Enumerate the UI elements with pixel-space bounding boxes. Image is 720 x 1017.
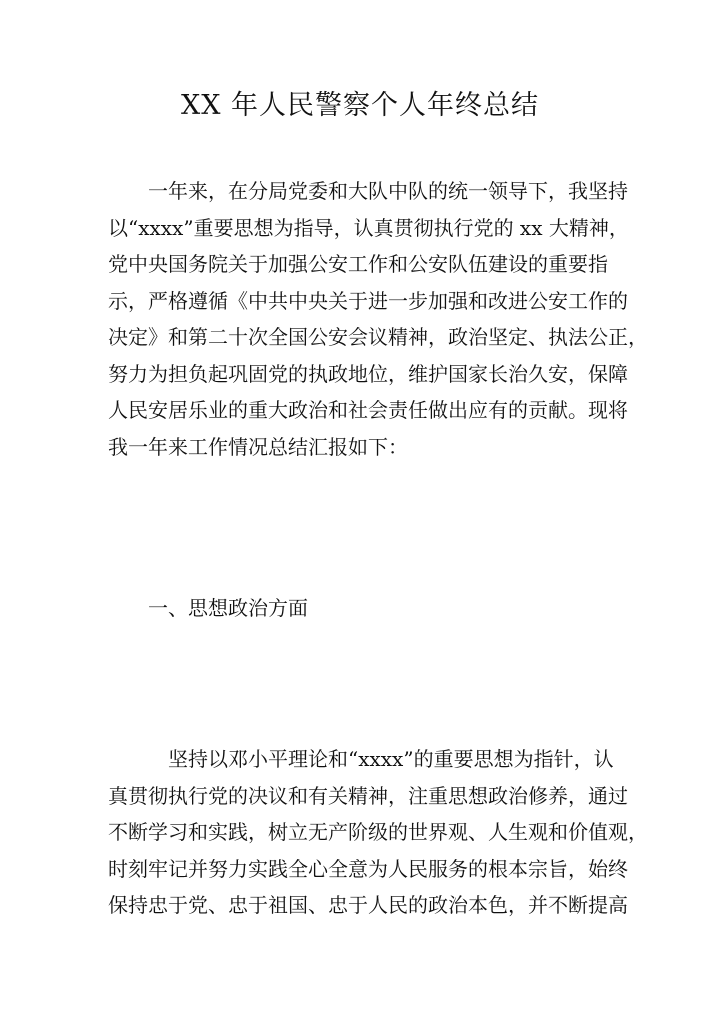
document-title: XX 年人民警察个人年终总结	[180, 90, 540, 121]
intro-line: 以“xxxx”重要思想为指导，认真贯彻执行党的 xx 大精神，	[108, 215, 629, 240]
section-heading: 一、思想政治方面	[148, 596, 308, 620]
intro-line: 决定》和第二十次全国公安会议精神，政治坚定、执法公正，	[108, 325, 648, 349]
intro-line: 努力为担负起巩固党的执政地位，维护国家长治久安，保障	[108, 361, 628, 386]
paragraph-line: 真贯彻执行党的决议和有关精神，注重思想政治修养，通过	[108, 783, 628, 808]
paragraph-line: 时刻牢记并努力实践全心全意为人民服务的根本宗旨，始终	[108, 856, 628, 881]
intro-paragraph	[108, 173, 648, 465]
intro-line: 一年来，在分局党委和大队中队的统一领导下，我坚持	[148, 179, 628, 203]
paragraph-line: 不断学习和实践，树立无产阶级的世界观、人生观和价值观，	[108, 820, 648, 844]
section-paragraph	[108, 741, 648, 924]
paragraph-line: 坚持以邓小平理论和“xxxx”的重要思想为指针，认	[168, 747, 614, 771]
intro-line: 人民安居乐业的重大政治和社会责任做出应有的贡献。现将	[108, 398, 628, 422]
paragraph-line: 保持忠于党、忠于祖国、忠于人民的政治本色，并不断提高	[108, 893, 628, 917]
intro-line: 示，严格遵循《中共中央关于进一步加强和改进公安工作的	[108, 288, 628, 313]
intro-line: 党中央国务院关于加强公安工作和公安队伍建设的重要指	[108, 252, 608, 276]
intro-line: 我一年来工作情况总结汇报如下：	[108, 434, 408, 459]
